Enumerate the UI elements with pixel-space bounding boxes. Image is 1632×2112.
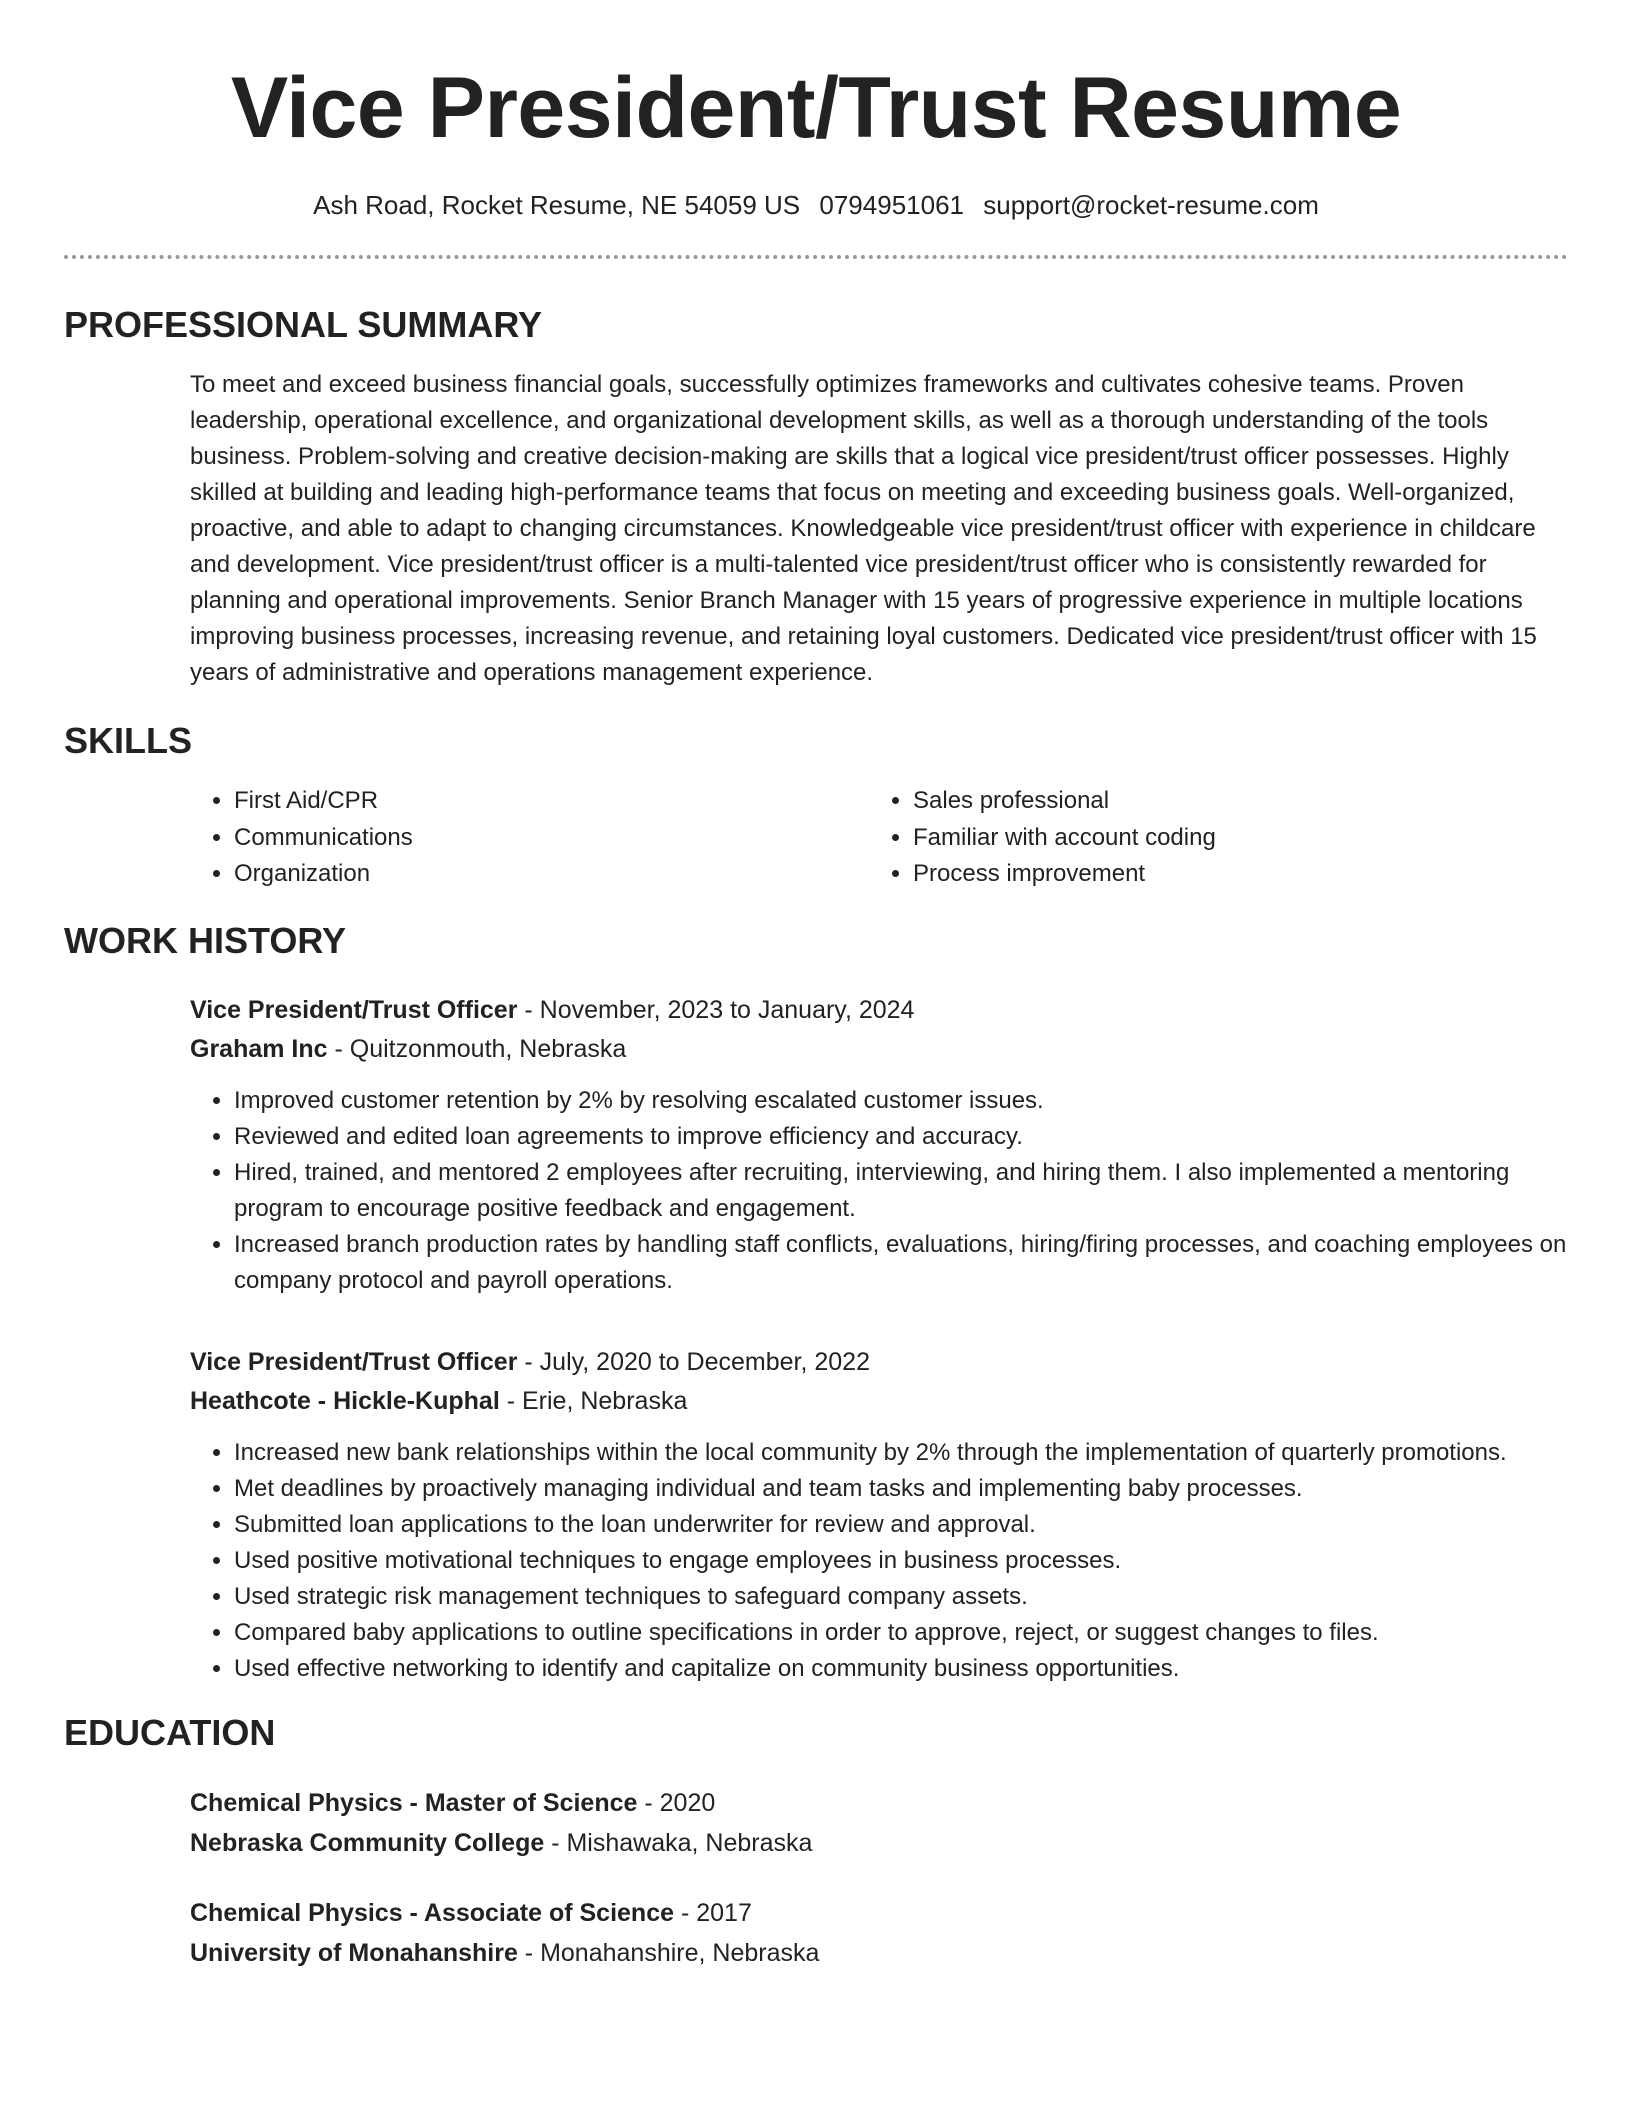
job-role: Vice President/Trust Officer <box>190 995 518 1024</box>
contact-address: Ash Road, Rocket Resume, NE 54059 US <box>313 190 801 220</box>
education-school-line <box>190 1933 1568 1973</box>
education-school-line <box>190 1823 1568 1863</box>
education-entry <box>190 1893 1568 1973</box>
education-location: - Mishawaka, Nebraska <box>544 1828 813 1857</box>
skill-item: • Familiar with account coding <box>913 820 1216 857</box>
skill-item: • Communications <box>234 820 869 857</box>
work-section <box>64 919 1568 1687</box>
header-divider <box>64 255 1568 259</box>
work-heading: WORK HISTORY <box>64 919 347 961</box>
skill-item: • Sales professional <box>913 783 1216 820</box>
job-location: - Quitzonmouth, Nebraska <box>327 1034 627 1063</box>
education-degree-line <box>190 1783 1568 1823</box>
job-bullet: • Submitted loan applications to the loan underwriter for review and approval. <box>234 1507 1568 1543</box>
education-school: Nebraska Community College <box>190 1828 545 1857</box>
job-role-line <box>190 991 1568 1030</box>
skill-item: • Organization <box>234 856 869 893</box>
education-school: University of Monahanshire <box>190 1938 518 1967</box>
job-entry <box>190 1343 1568 1687</box>
skills-section <box>64 719 1568 893</box>
job-bullet: • Reviewed and edited loan agreements to improve efficiency and accuracy. <box>234 1119 1568 1155</box>
education-heading: EDUCATION <box>64 1711 276 1753</box>
job-bullet: • Met deadlines by proactively managing individual and team tasks and implementing baby processes. <box>234 1471 1568 1507</box>
job-bullet: • Compared baby applications to outline specifications in order to approve, reject, or suggest changes to files. <box>234 1615 1568 1651</box>
skills-heading: SKILLS <box>64 720 193 761</box>
job-bullets <box>190 1083 1568 1299</box>
job-bullet: • Increased new bank relationships within the local community by 2% through the implementation of quarterly promotions. <box>234 1435 1568 1471</box>
job-dates: - July, 2020 to December, 2022 <box>517 1347 870 1376</box>
job-company: Heathcote - Hickle-Kuphal <box>190 1386 500 1415</box>
contact-email: support@rocket-resume.com <box>983 190 1319 220</box>
skills-columns <box>190 783 1568 893</box>
education-location: - Monahanshire, Nebraska <box>517 1938 820 1967</box>
job-company: Graham Inc <box>190 1034 328 1063</box>
education-section <box>64 1711 1568 1973</box>
education-degree: Chemical Physics - Master of Science <box>190 1788 638 1817</box>
job-bullet: • Used positive motivational techniques to engage employees in business processes. <box>234 1543 1568 1579</box>
skill-item: • Process improvement <box>913 856 1216 893</box>
job-role: Vice President/Trust Officer <box>190 1347 518 1376</box>
skills-left-list <box>190 783 869 893</box>
job-bullet: • Increased branch production rates by handling staff conflicts, evaluations, hiring/firing processes, and coaching employees on company protocol and payroll operations. <box>234 1227 1568 1299</box>
summary-heading: PROFESSIONAL SUMMARY <box>64 304 543 345</box>
education-entry <box>190 1783 1568 1863</box>
summary-text: To meet and exceed business financial goals, successfully optimizes frameworks and cultivates cohesive teams. Proven leadership, operational excellence, and organizational development skills, as well as a thorough understanding of the tools business. Problem-solving and creative decision-making are skills that a logical vice president/trust officer possesses. Highly skilled at building and leading high-performance teams that focus on meeting and exceeding business goals. Well-organized, proactive, and able to adapt to changing circumstances. Knowledgeable vice president/trust officer with experience in childcare and development. Vice president/trust officer is a multi-talented vice president/trust officer who is consistently rewarded for planning and operational improvements. Senior Branch Manager with 15 years of progressive experience in multiple locations improving business processes, increasing revenue, and retaining loyal customers. Dedicated vice president/trust officer with 15 years of administrative and operations management experience. <box>190 371 1537 686</box>
job-bullet: • Improved customer retention by 2% by resolving escalated customer issues. <box>234 1083 1568 1119</box>
education-year: - 2020 <box>637 1788 716 1817</box>
job-dates: - November, 2023 to January, 2024 <box>517 995 915 1024</box>
contact-line <box>64 188 1568 222</box>
skills-right-list <box>869 783 1216 893</box>
job-bullet: • Hired, trained, and mentored 2 employees after recruiting, interviewing, and hiring them. I also implemented a mentoring program to encourage positive feedback and engagement. <box>234 1155 1568 1227</box>
summary-section <box>64 303 1568 691</box>
contact-phone: 0794951061 <box>819 190 964 220</box>
job-bullet: • Used strategic risk management techniques to safeguard company assets. <box>234 1579 1568 1615</box>
education-year: - 2017 <box>674 1898 752 1927</box>
job-entry <box>190 991 1568 1299</box>
job-location: - Erie, Nebraska <box>499 1386 688 1415</box>
job-company-line <box>190 1030 1568 1069</box>
education-degree-line <box>190 1893 1568 1933</box>
job-role-line <box>190 1343 1568 1382</box>
education-degree: Chemical Physics - Associate of Science <box>190 1898 675 1927</box>
skill-item: • First Aid/CPR <box>234 783 869 820</box>
job-bullets <box>190 1435 1568 1687</box>
resume-title: Vice President/Trust Resume <box>230 60 1402 156</box>
job-company-line <box>190 1382 1568 1421</box>
job-bullet: • Used effective networking to identify and capitalize on community business opportunities. <box>234 1651 1568 1687</box>
